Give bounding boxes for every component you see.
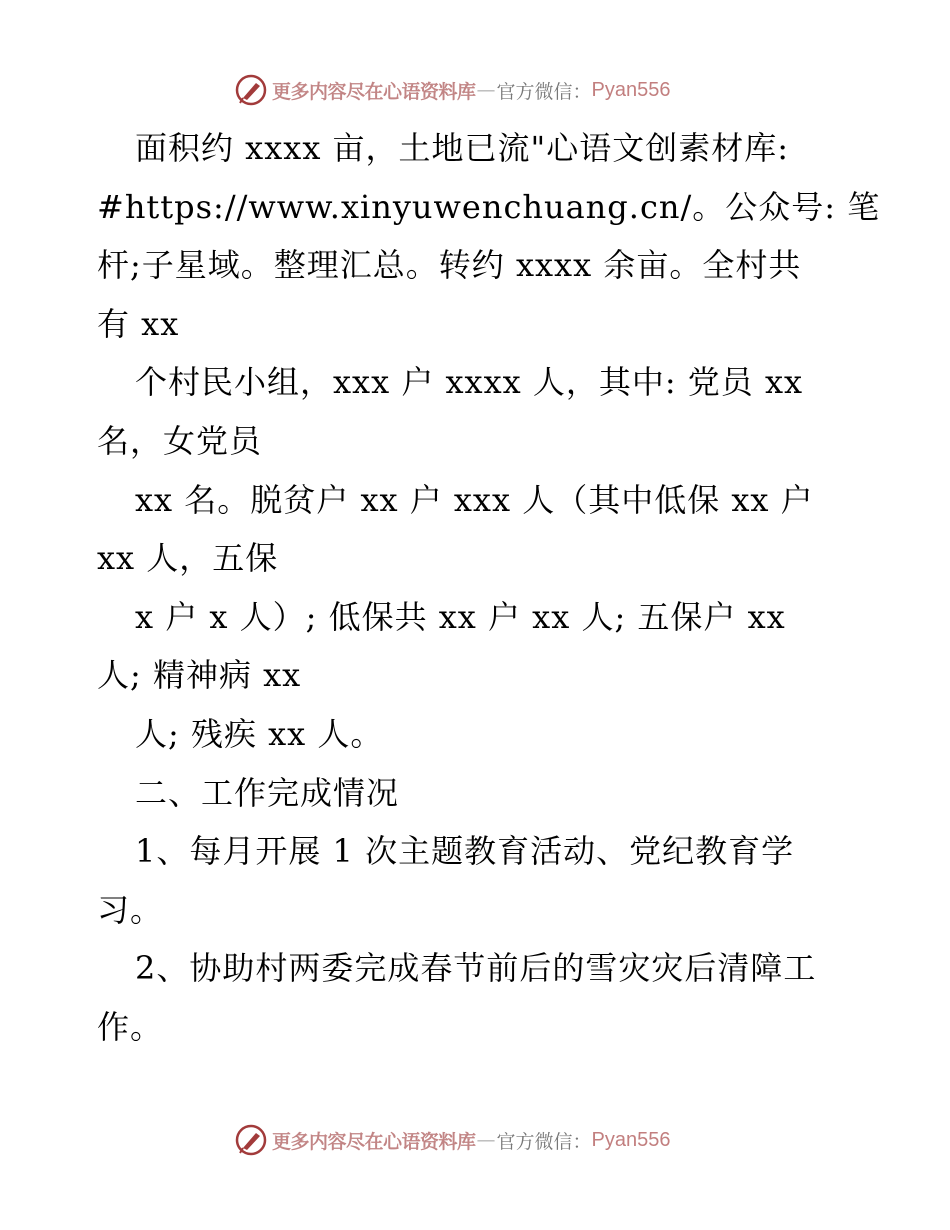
watermark-wechat-id: Pyan556 — [591, 78, 671, 101]
quill-logo-icon — [234, 1123, 268, 1157]
watermark-wechat-id: Pyan556 — [591, 1128, 671, 1151]
list-item-line: 1、每月开展 1 次主题教育活动、党纪教育学 — [135, 832, 795, 871]
paragraph-line: #https://www.xinyuwenchuang.cn/。公众号: 笔 — [97, 187, 881, 226]
quill-logo-icon — [234, 73, 268, 107]
header-watermark — [234, 72, 714, 108]
watermark-brand: 更多内容尽在心语资料库 — [272, 80, 476, 103]
watermark-brand: 更多内容尽在心语资料库 — [272, 1130, 476, 1153]
section-heading: 二、工作完成情况 — [135, 773, 400, 812]
paragraph-line: 个村民小组，xxx 户 xxxx 人，其中: 党员 xx — [135, 363, 804, 402]
watermark-dash: — — [476, 79, 496, 101]
paragraph-line: 有 xx — [97, 304, 180, 343]
paragraph-line: xx 名。脱贫户 xx 户 xxx 人（其中低保 xx 户 — [135, 480, 814, 519]
watermark-official-label: 官方微信： — [496, 1130, 592, 1153]
paragraph-line: 人; 残疾 xx 人。 — [135, 714, 384, 753]
paragraph-line: x 户 x 人）; 低保共 xx 户 xx 人; 五保户 xx — [135, 597, 786, 636]
footer-watermark — [234, 1122, 714, 1158]
paragraph-line: xx 人，五保 — [97, 539, 279, 578]
list-item-line: 习。 — [97, 890, 164, 929]
paragraph-line: 面积约 xxxx 亩，土地已流"心语文创素材库: — [135, 129, 790, 167]
list-item-line: 作。 — [97, 1007, 164, 1046]
watermark-dash: — — [476, 1129, 496, 1151]
list-item-line: 2、协助村两委完成春节前后的雪灾灾后清障工 — [135, 949, 817, 988]
paragraph-line: 名，女党员 — [97, 421, 263, 460]
document-body — [97, 119, 881, 1057]
watermark-official-label: 官方微信： — [496, 80, 592, 103]
paragraph-line: 人; 精神病 xx — [97, 656, 302, 695]
paragraph-line: 杆;子星域。整理汇总。转约 xxxx 余亩。全村共 — [97, 246, 802, 285]
